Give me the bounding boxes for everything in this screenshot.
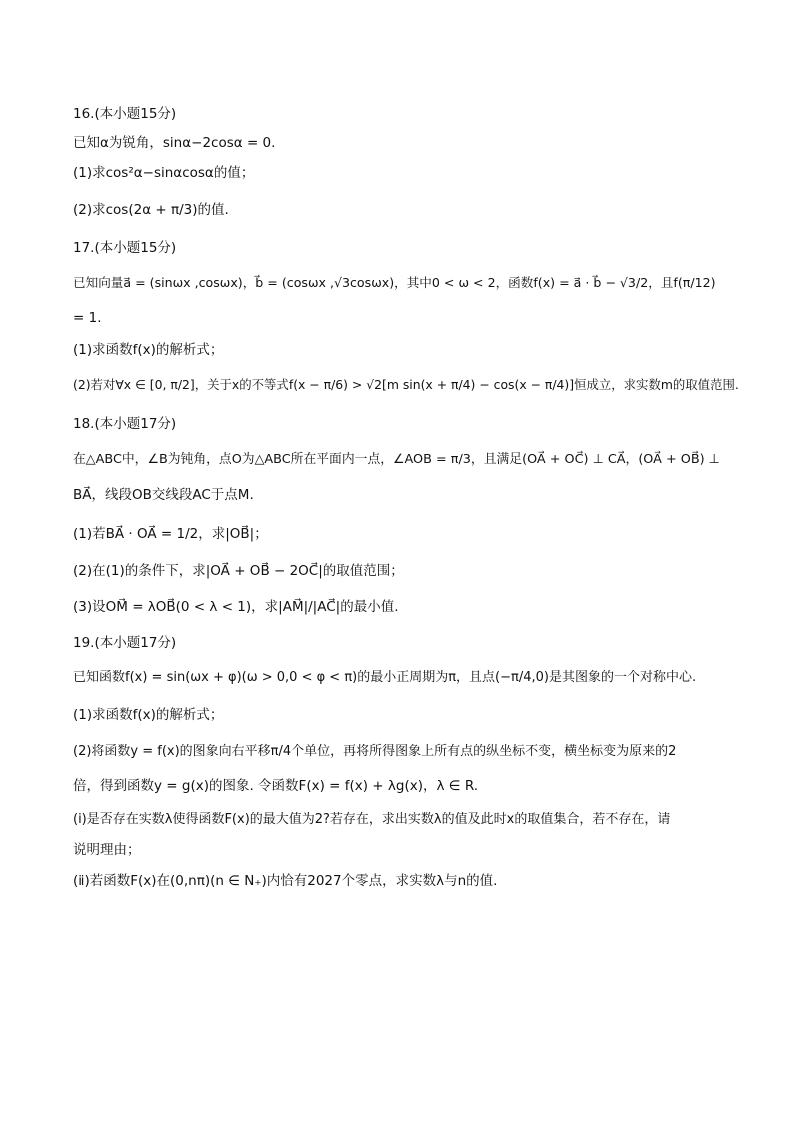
q19-subi-line1: (ⅰ)是否存在实数λ使得函数F(x)的最大值为2?若存在，求出实数λ的值及此时x的取值集合，若不存在，请 xyxy=(73,812,671,827)
q16-head: 16.(本小题15分) xyxy=(73,106,177,122)
q19-subi-line2: 说明理由； xyxy=(73,842,141,858)
q17-head: 17.(本小题15分) xyxy=(73,240,177,256)
q17-stem-line1: 已知向量a⃗ = (sinωx ,cosωx)，b⃗ = (cosωx ,√3cosωx)，其中0 < ω < 2，函数f(x) = a⃗ · b⃗ − √3/2，且f(π/12) xyxy=(73,275,716,290)
q17-part2: (2)若对∀x ∈ [0, π/2]，关于x的不等式f(x − π/6) > √2[m sin(x + π/4) − cos(x − π/4)]恒成立，求实数m的取值范围. xyxy=(73,377,739,392)
q17-part1: (1)求函数f(x)的解析式； xyxy=(73,342,224,358)
q16-part2: (2)求cos(2α + π/3)的值. xyxy=(73,202,229,218)
q18-part3: (3)设OM⃗ = λOB⃗(0 < λ < 1)，求|AM⃗|/|AC⃗|的最小值. xyxy=(73,599,399,615)
q19-part1: (1)求函数f(x)的解析式； xyxy=(73,707,224,723)
q19-subii: (ⅱ)若函数F(x)在(0,nπ)(n ∈ N₊)内恰有2027个零点，求实数λ与n的值. xyxy=(73,873,498,889)
q18-stem-line2: BA⃗，线段OB交线段AC于点M. xyxy=(73,487,254,503)
q18-part2: (2)在(1)的条件下，求|OA⃗ + OB⃗ − 2OC⃗|的取值范围； xyxy=(73,563,404,579)
q17-stem-line2: = 1. xyxy=(73,310,102,326)
q18-head: 18.(本小题17分) xyxy=(73,416,177,432)
q18-stem-line1: 在△ABC中，∠B为钝角，点O为△ABC所在平面内一点，∠AOB = π/3，且满足(OA⃗ + OC⃗) ⊥ CA⃗，(OA⃗ + OB⃗) ⊥ xyxy=(73,452,720,467)
q19-head: 19.(本小题17分) xyxy=(73,635,177,651)
q16-stem: 已知α为锐角，sinα−2cosα = 0. xyxy=(73,135,276,151)
q19-part2-line2: 倍，得到函数y = g(x)的图象. 令函数F(x) = f(x) + λg(x)，λ ∈ R. xyxy=(73,778,479,794)
q19-stem: 已知函数f(x) = sin(ωx + φ)(ω > 0,0 < φ < π)的最小正周期为π，且点(−π/4,0)是其图象的一个对称中心. xyxy=(73,670,697,685)
q18-part1: (1)若BA⃗ · OA⃗ = 1/2，求|OB⃗|； xyxy=(73,526,268,542)
q19-part2-line1: (2)将函数y = f(x)的图象向右平移π/4个单位，再将所得图象上所有点的纵坐标不变，横坐标变为原来的2 xyxy=(73,744,677,759)
q16-part1: (1)求cos²α−sinαcosα的值； xyxy=(73,165,255,181)
